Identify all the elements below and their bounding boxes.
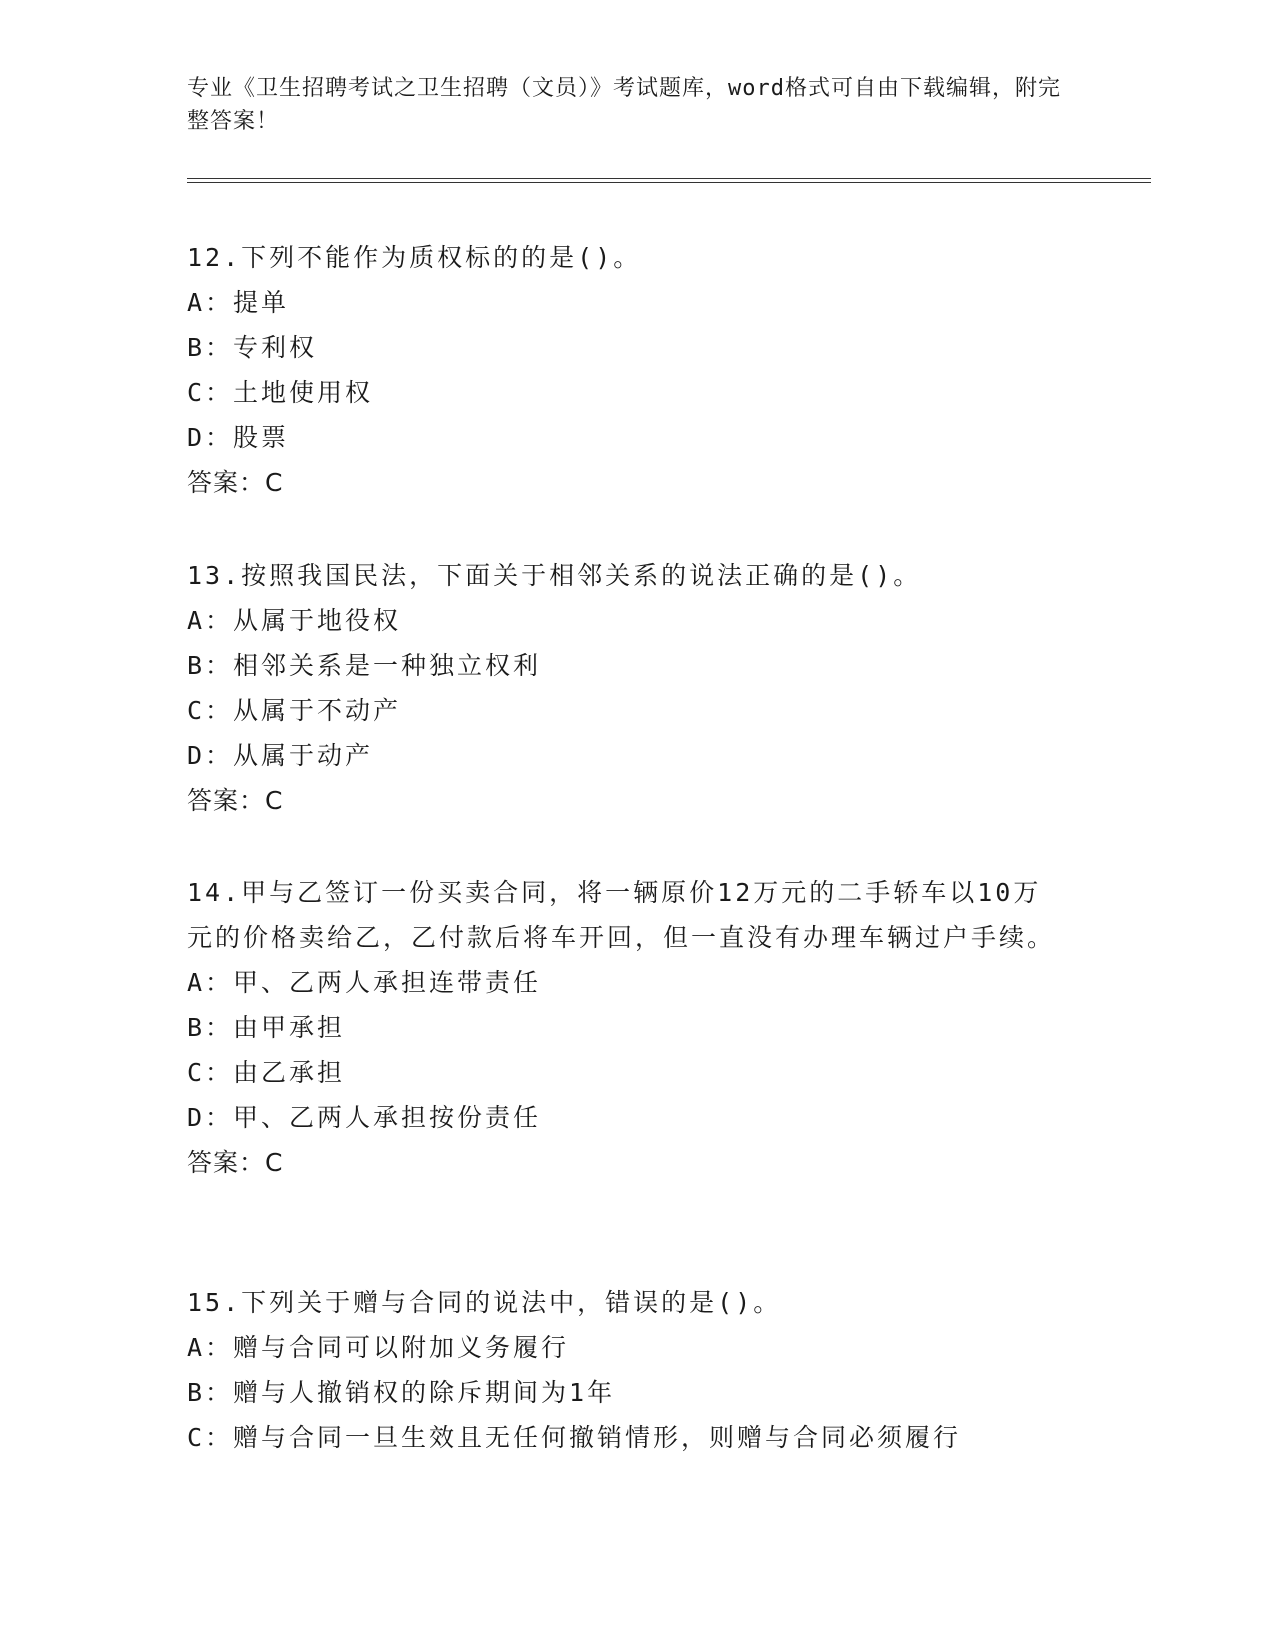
option-c: C：从属于不动产: [187, 696, 402, 725]
answer-line: 答案：C: [187, 1148, 284, 1177]
option-b: B：由甲承担: [187, 1013, 346, 1042]
header-rule-top: [187, 178, 1151, 179]
document-header: 专业《卫生招聘考试之卫生招聘（文员）》考试题库，word格式可自由下载编辑，附完整答案！: [187, 76, 1061, 134]
option-a: A：从属于地役权: [187, 606, 402, 635]
question-12: [187, 235, 1087, 505]
question-13: [187, 553, 1087, 823]
question-stem: 15.下列关于赠与合同的说法中，错误的是()。: [187, 1288, 782, 1317]
question-stem: 12.下列不能作为质权标的的是()。: [187, 243, 642, 272]
option-a: A：赠与合同可以附加义务履行: [187, 1333, 570, 1362]
option-a: A：提单: [187, 288, 290, 317]
option-c: C：由乙承担: [187, 1058, 346, 1087]
answer-line: 答案：C: [187, 468, 284, 497]
option-b: B：赠与人撤销权的除斥期间为1年: [187, 1378, 616, 1407]
header-rule-bottom: [187, 182, 1151, 183]
question-15: [187, 1280, 1087, 1460]
option-c: C：赠与合同一旦生效且无任何撤销情形，则赠与合同必须履行: [187, 1423, 962, 1452]
option-c: C：土地使用权: [187, 378, 374, 407]
option-a: A：甲、乙两人承担连带责任: [187, 968, 542, 997]
option-b: B：专利权: [187, 333, 318, 362]
option-d: D：股票: [187, 423, 290, 452]
question-stem: 14.甲与乙签订一份买卖合同，将一辆原价12万元的二手轿车以10万元的价格卖给乙，乙付款后将车开回，但一直没有办理车辆过户手续。: [187, 878, 1056, 952]
option-d: D：甲、乙两人承担按份责任: [187, 1103, 542, 1132]
option-d: D：从属于动产: [187, 741, 374, 770]
question-14: [187, 870, 1087, 1185]
question-stem: 13.按照我国民法，下面关于相邻关系的说法正确的是()。: [187, 561, 922, 590]
answer-line: 答案：C: [187, 786, 284, 815]
option-b: B：相邻关系是一种独立权利: [187, 651, 542, 680]
